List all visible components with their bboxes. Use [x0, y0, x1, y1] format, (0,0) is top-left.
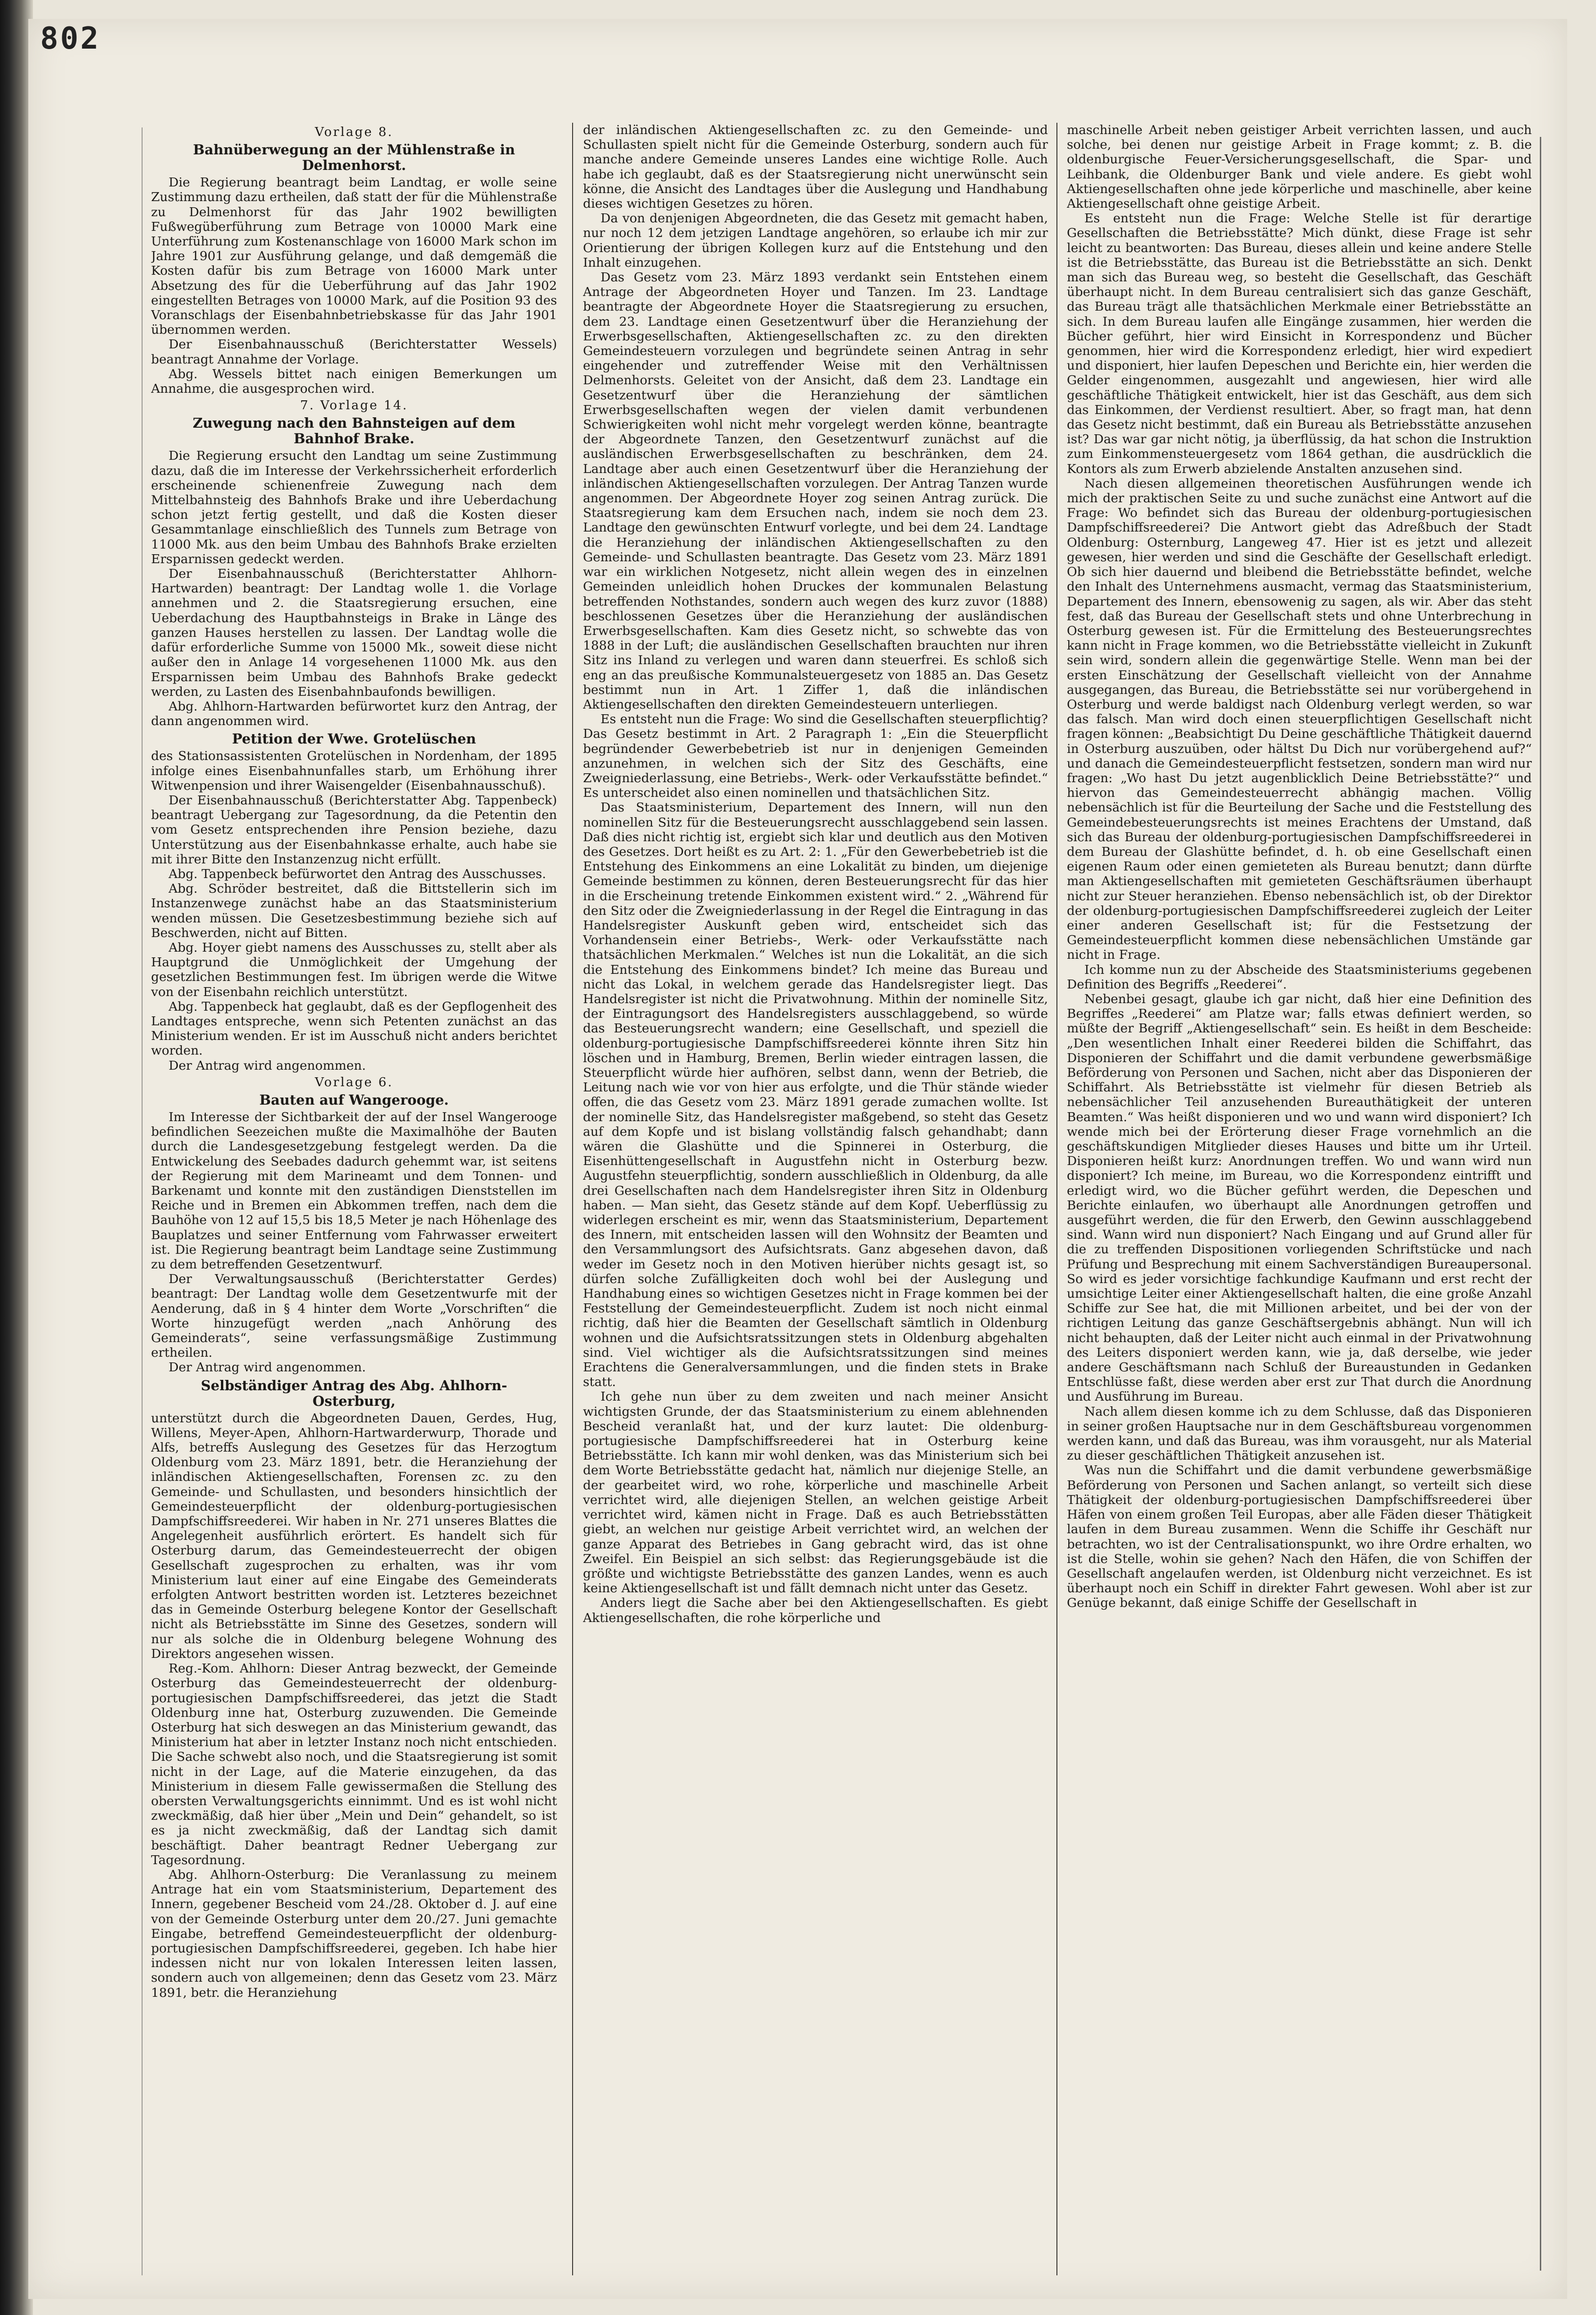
column-left: [151, 123, 557, 2290]
vorlage-label: 7. Vorlage 14.: [300, 398, 408, 413]
paragraph: Die Regierung beantragt beim Landtag, er wolle seine Zustimmung dazu ertheilen, daß statt der für die Mühlenstraße zu Delmenhorst für das Jahr 1902 bewilligten Fußwegüberführung zum Betrage von 10000 Mark eine Unterführung zum Kostenanschlage von 16000 Mark schon im Jahre 1901 zur Ausführung gelange, und daß demgemäß die Kosten dafür bis zum Betrage von 16000 Mark unter Absetzung des für die Ueberführung auf das Jahr 1902 eingestellten Betrages von 10000 Mark, auf die Position 93 des Voranschlags der Eisenbahnbetriebskasse für das Jahr 1901 übernommen werden.: [151, 175, 557, 338]
column-right: [1067, 123, 1532, 2290]
vorlage-label: Vorlage 6.: [315, 1074, 393, 1090]
section-heading: Zuwegung nach den Bahnsteigen auf dem Bahnhof Brake.: [193, 415, 515, 447]
column-divider-1: [572, 123, 573, 2275]
paragraph: Abg. Ahlhorn-Hartwarden befürwortet kurz den Antrag, der dann angenommen wird.: [151, 699, 557, 729]
paragraph: Das Gesetz vom 23. März 1893 verdankt sein Entstehen einem Antrage der Abgeordneten Hoyer und Tanzen. Im 23. Landtage beantragte der Abgeordnete Hoyer die Staatsregierung zu ersuchen, dem 23. Landtage einen Gesetzentwurf über die Heranziehung der Erwerbsgesellschaften, Aktiengesellschaften zc. zu den direkten Gemeindesteuern vorzulegen und begründete seinen Antrag in sehr eingehender und zutreffender Weise mit den Verhältnissen Delmenhorsts. Geleitet von der Ansicht, daß dem 23. Landtage ein Gesetzentwurf über die Heranziehung der sämtlichen Erwerbsgesellschaften wegen der vielen damit verbundenen Schwierigkeiten wohl nicht mehr vorgelegt werden könne, beantragte der Abgeordnete Tanzen, den Gesetzentwurf zunächst auf die ausländischen Erwerbsgesellschaften zu beschränken, dem 24. Landtage aber auch einen Gesetzentwurf über die Heranziehung der inländischen Aktiengesellschaften vorzulegen. Der Antrag Tanzen wurde angenommen. Der Abgeordnete Hoyer zog seinen Antrag zurück. Die Staatsregierung kam dem Ersuchen nach, indem sie noch dem 23. Landtage den gewünschten Entwurf vorlegte, und bei dem 24. Landtage die Heranziehung der inländischen Aktiengesellschaften zu den Gemeinde- und Schullasten beantragte. Das Gesetz vom 23. März 1891 war ein wirklichen Notgesetz, nicht allein wegen des in einzelnen Gemeinden unleidlich hohen Druckes der kommunalen Belastung betreffenden Nothstandes, sondern auch wegen des kurz zuvor (1888) beschlossenen Gesetzes über die Heranziehung der ausländischen Erwerbsgesellschaften. Kam dies Gesetz nicht, so schwebte das von 1888 in der Luft; die ausländischen Gesellschaften brauchten nur ihren Sitz ins Inland zu verlegen und waren dann steuerfrei. Es schloß sich eng an das preußische Kommunalsteuergesetz von 1885 an. Das Gesetz bestimmt nun in Art. 1 Ziffer 1, daß die inländischen Aktiengesellschaften den direkten Gemeindesteuern unterliegen.: [583, 270, 1048, 712]
paragraph: Der Eisenbahnausschuß (Berichterstatter Ahlhorn-Hartwarden) beantragt: Der Landtag wolle 1. die Vorlage annehmen und 2. die Staatsregierung ersuchen, eine Ueberdachung des Hauptbahnsteigs in Brake in Länge des ganzen Hauses herstellen zu lassen. Der Landtag wolle die dafür erforderliche Summe von 15000 Mk., soweit diese nicht außer den in Anlage 14 vorgesehenen 11000 Mk. aus den Ersparnissen beim Umbau des Bahnhofs Brake gedeckt werden, zu Lasten des Eisenbahnbaufonds bewilligen.: [151, 566, 557, 699]
vorlage-label: Vorlage 8.: [315, 125, 393, 139]
paragraph: Nach diesen allgemeinen theoretischen Ausführungen wende ich mich der praktischen Seite zu und suche zunächst eine Antwort auf die Frage: Wo befindet sich das Bureau der oldenburg-portugiesischen Dampfschiffsreederei? Die Antwort giebt das Adreßbuch der Stadt Oldenburg: Osternburg, Langeweg 47. Hier ist es jetzt und allezeit gewesen, hier werden und sind die Geschäfte der Gesellschaft erledigt. Ob sich hier dauernd und bleibend die Betriebsstätte befindet, welche den Inhalt des Unternehmens ausmacht, vermag das Staatsministerium, Departement des Innern, ebensowenig zu sagen, als wir. Aber das steht fest, daß das Bureau der Gesellschaft stets und ohne Unterbrechung in Osterburg gewesen ist. Für die Ermittelung des Besteuerungsrechtes kann nicht in Frage kommen, wo die Betriebsstätte vielleicht in Zukunft sein wird, sondern allein die gegenwärtige Stelle. Wenn man bei der ersten Einschätzung der Gesellschaft vielleicht von der Annahme ausgegangen, das Bureau, die Betriebsstätte sei nur vorübergehend in Osterburg und werde baldigst nach Oldenburg verlegt werden, so war das falsch. Man wird doch einen steuerpflichtigen Gesellschaft nicht fragen können: „Beabsichtigt Du Deine geschäftliche Thätigkeit dauernd in Osterburg auszuüben, oder hältst Du Dich nur vorübergehend auf?“ und danach die Gemeindesteuerpflicht festsetzen, sondern man wird nur fragen: „Wo hast Du jetzt augenblicklich Deine Betriebsstätte?“ und hiervon das Gemeindesteuerrecht abhängig machen. Völlig nebensächlich ist für die Beurteilung der Sache und die Feststellung des Gemeindebesteuerungsrechts ist meines Erachtens der Umstand, daß sich das Bureau der oldenburg-portugiesischen Dampfschiffsreederei in dem Bureau der Glashütte befindet, d. h. ob eine Gesellschaft einen eigenen Raum oder einen gemieteten als Bureau benutzt; dann dürfte man Aktiengesellschaften mit gemieteten Geschäftsräumen überhaupt nicht zur Steuer heranziehen. Ebenso nebensächlich ist, ob der Direktor der oldenburg-portugiesischen Dampfschiffsreederei zugleich der Leiter einer anderen Gesellschaft ist; für die Festsetzung der Gemeindesteuerpflicht kommen diese nebensächlichen Umstände gar nicht in Frage.: [1067, 476, 1532, 963]
paragraph: Nach allem diesen komme ich zu dem Schlusse, daß das Disponieren in seiner großen Hauptsache nur in dem Geschäftsbureau vorgenommen werden kann, und daß das Bureau, was ihm vorausgeht, nur als Material zu dieser geschäftlichen Thätigkeit anzusehen ist.: [1067, 1404, 1532, 1463]
paragraph: Ich gehe nun über zu dem zweiten und nach meiner Ansicht wichtigsten Grunde, der das Staatsministerium zu einem ablehnenden Bescheid veranlaßt hat, und der kurz lautet: Die oldenburg-portugiesische Dampfschiffsreederei hat in Osterburg keine Betriebsstätte. Ich kann mir wohl denken, was das Ministerium sich bei dem Worte Betriebsstätte gedacht hat, nämlich nur diejenige Stelle, an der gearbeitet wird, wo rohe, körperliche und maschinelle Arbeit verrichtet wird, alle diejenigen Stellen, an welchen geistige Arbeit verrichtet wird, kämen nicht in Frage. Daß es auch Betriebsstätten giebt, an welchen nur geistige Arbeit verrichtet wird, an welchen der ganze Apparat des Betriebes in Gang gebracht wird, das ist ohne Zweifel. Ein Beispiel an sich selbst: das Regierungsgebäude ist die größte und wichtigste Betriebsstätte des ganzen Landes, wenn es auch keine Aktiengesellschaft ist und fällt demnach nicht unter das Gesetz.: [583, 1389, 1048, 1596]
right-margin-rule: [1540, 137, 1541, 2271]
column-divider-2: [1056, 123, 1057, 2275]
paragraph: des Stationsassistenten Grotelüschen in Nordenham, der 1895 infolge eines Eisenbahnunfalles starb, um Erhöhung ihrer Witwenpension und ihrer Waisengelder (Eisenbahnausschuß).: [151, 749, 557, 793]
paragraph: Der Eisenbahnausschuß (Berichterstatter Wessels) beantragt Annahme der Vorlage.: [151, 337, 557, 367]
paragraph: Nebenbei gesagt, glaube ich gar nicht, daß hier eine Definition des Begriffes „Reederei“ am Platze war; falls etwas definiert werden, so müßte der Begriff „Aktiengesellschaft“ sein. Es heißt in dem Bescheide: „Den wesentlichen Inhalt einer Reederei bilden die Schiffahrt, das Disponieren der Schiffahrt und die damit verbundene gewerbsmäßige Beförderung von Personen und Sachen, nicht aber das Disponieren der Schiffahrt. Als Betriebsstätte ist vielmehr für diesen Betrieb als nebensächlicher Teil anzusehenden Bureauthätigkeit der unteren Beamten.“ Was heißt disponieren und wo und wann wird disponiert? Ich wende mich bei der Erörterung dieser Frage vornehmlich an die geschäftskundigen Mitglieder dieses Hauses und bitte um ihr Urteil. Disponieren heißt kurz: Anordnungen treffen. Wo und wann wird nun disponiert? Ich meine, im Bureau, wo die Korrespondenz eintrifft und erledigt wird, wo die Bücher geführt werden, die Depeschen und Berichte einlaufen, wo überhaupt alle Anordnungen getroffen und ausgeführt werden, die für den Erwerb, den Gewinn ausschlaggebend sind. Wann wird nun disponiert? Nach Eingang und auf Grund aller für die zu treffenden Dispositionen vorliegenden Schriftstücke und nach Prüfung und Besprechung mit einem Sachverständigen Bureaupersonal. So wird es jeder vorsichtige fachkundige Kaufmann und erst recht der umsichtige Leiter einer Aktiengesellschaft halten, die eine große Anzahl Schiffe zur See hat, die mit Millionen arbeitet, und bei der von der richtigen Leitung das ganze Geschäftsergebnis abhängt. Nun will ich nicht behaupten, daß der Leiter nicht auch einmal in der Privatwohnung des Leiters disponiert werden kann, wie ja, daß derselbe, wie jeder andere Geschäftsmann nach Schluß der Bureaustunden in Gedanken Entschlüsse faßt, diese werden aber erst zur That durch die Anordnung und Ausführung im Bureau.: [1067, 991, 1532, 1404]
paragraph: Das Staatsministerium, Departement des Innern, will nun den nominellen Sitz für die Besteuerungsrecht ausschlaggebend sein lassen. Daß dies nicht richtig ist, ergiebt sich klar und deutlich aus den Motiven des Gesetzes. Dort heißt es zu Art. 2: 1. „Für den Gewerbebetrieb ist die Entstehung des Einkommens an eine Lokalität zu binden, um diejenige Gemeinde bestimmen zu können, deren Besteuerungsrecht für das hier in die Erscheinung tretende Einkommen existent wird.“ 2. „Während für den Sitz oder die Zweigniederlassung in der Regel die Eintragung in das Handelsregister Auskunft geben wird, entscheidet sich das Vorhandensein einer Betriebs-, Werk- oder Verkaufsstätte nach thatsächlichen Merkmalen.“ Welches ist nun die Lokalität, an die sich die Entstehung des Einkommens bindet? Ich meine das Bureau und nicht das Lokal, in welchem gerade das Handelsregister liegt. Das Handelsregister ist nicht die Privatwohnung. Mithin der nominelle Sitz, der Eintragungsort des Handelsregisters ausschlaggebend, so würde das Besteuerungsrecht wandern; eine Gesellschaft, und speziell die oldenburg-portugiesische Dampfschiffsreederei könnte ihren Sitz hin löschen und in Hamburg, Bremen, Berlin wieder eintragen lassen, die Steuerpflicht würde hier aufhören, selbst dann, wenn der Betrieb, die Leitung nach wie vor von hier aus erfolgte, und die Thür stände wieder offen, die das Gesetz vom 23. März 1891 gerade zumachen wollte. Ist der nominelle Sitz, das Handelsregister maßgebend, so steht das Gesetz auf dem Kopfe und ist bislang vollständig falsch gehandhabt; dann wären die Glashütte und die Spinnerei in Osterburg, die Eisenhüttengesellschaft in Augustfehn nicht in Osterburg bezw. Augustfehn steuerpflichtig, sondern ausschließlich in Oldenburg, da alle drei Gesellschaften nach dem Handelsregister ihren Sitz in Oldenburg haben. — Man sieht, das Gesetz stände auf dem Kopf. Ueberflüssig zu widerlegen erscheint es mir, wenn das Staatsministerium, Departement des Innern, mit entscheiden lassen will den Wohnsitz der Beamten und den Versammlungsort des Aufsichtsrats. Ganz abgesehen davon, daß weder im Gesetz noch in den Motiven hierüber nichts gesagt ist, so dürfen solche Zufälligkeiten doch wohl bei der Auslegung und Handhabung eines so wichtigen Gesetzes nicht in Frage kommen bei der Feststellung der Gemeindesteuerpflicht. Zudem ist noch nicht einmal richtig, daß hier die Beamten der Gesellschaft sämtlich in Oldenburg wohnen und die Aufsichtsratssitzungen stets in Oldenburg abgehalten sind. Viel wichtiger als die Aufsichtsratssitzungen sind meines Erachtens die Generalversammlungen, und die finden stets in Brake statt.: [583, 800, 1048, 1390]
paragraph: Was nun die Schiffahrt und die damit verbundene gewerbsmäßige Beförderung von Personen und Sachen anlangt, so verteilt sich diese Thätigkeit der oldenburg-portugiesischen Dampfschiffsreederei über Häfen von einem großen Teil Europas, aber alle Fäden dieser Thätigkeit laufen in dem Bureau zusammen. Wenn die Schiffe ihr Geschäft nur betrachten, wo ist der Centralisationspunkt, wo ihre Ordre erhalten, wo ist die Stelle, wohin sie gehen? Nach den Häfen, die von Schiffen der Gesellschaft angelaufen werden, ist Oldenburg nicht verzeichnet. Es ist überhaupt noch ein Schiff in direkter Fahrt gewesen. Wohl aber ist zur Genüge bekannt, daß einige Schiffe der Gesellschaft in: [1067, 1463, 1532, 1611]
section-heading: Petition der Wwe. Grotelüschen: [232, 731, 476, 747]
paragraph: Der Antrag wird angenommen.: [169, 1360, 366, 1375]
paragraph: Der Eisenbahnausschuß (Berichterstatter Abg. Tappenbeck) beantragt Uebergang zur Tagesordnung, da die Petentin den vom Gesetz entsprechenden ihre Pension beziehe, dazu Unterstützung aus der Eisenbahnkasse erhalte, auch habe sie mit ihrer Bitte den Instanzenzug nicht erfüllt.: [151, 793, 557, 867]
paragraph: unterstützt durch die Abgeordneten Dauen, Gerdes, Hug, Willens, Meyer-Apen, Ahlhorn-Hartwarderwurp, Thorade und Alfs, betreffs Auslegung des Gesetzes für das Herzogtum Oldenburg vom 23. März 1891, betr. die Heranziehung der inländischen Aktiengesellschaften, Forensen zc. zu den Gemeinde- und Schullasten, und besonders hinsichtlich der Gemeindesteuerpflicht der oldenburg-portugiesischen Dampfschiffsreederei. Wir haben in Nr. 271 unseres Blattes die Angelegenheit ausführlich erörtert. Es handelt sich für Osterburg darum, das Gemeindesteuerrecht der obigen Gesellschaft zugesprochen zu erhalten, was ihr vom Ministerium laut einer auf eine Eingabe des Gemeinderats erfolgten Antwort bestritten worden ist. Letzteres bezeichnet das in Gemeinde Osterburg belegene Kontor der Gesellschaft nicht als Betriebsstätte im Sinne des Gesetzes, sondern will nur als solche die in Oldenburg belegene Wohnung des Direktors angesehen wissen.: [151, 1411, 557, 1661]
page-number: 802: [40, 21, 101, 56]
paragraph: Abg. Schröder bestreitet, daß die Bittstellerin sich im Instanzenwege zunächst habe an das Staatsministerium wenden müssen. Die Gesetzesbestimmung beziehe sich auf Beschwerden, nicht auf Bitten.: [151, 881, 557, 940]
paragraph: Abg. Wessels bittet nach einigen Bemerkungen um Annahme, die ausgesprochen wird.: [151, 366, 557, 397]
paragraph: Reg.-Kom. Ahlhorn: Dieser Antrag bezweckt, der Gemeinde Osterburg das Gemeindesteuerrecht der oldenburg-portugiesischen Dampfschiffsreederei, das jetzt die Stadt Oldenburg inne hat, Osterburg zuzuwenden. Die Gemeinde Osterburg hat sich deswegen an das Ministerium gewandt, das Ministerium hat aber in letzter Instanz noch nicht entschieden. Die Sache schwebt also noch, und die Staatsregierung ist somit nicht in der Lage, auf die Materie einzugehen, da das Ministerium in diesem Falle gewissermaßen die Stellung des obersten Verwaltungsgerichts einnimmt. Und es ist wohl nicht zweckmäßig, daß hier über „Mein und Dein“ gehandelt, so ist es ja nicht zweckmäßig, daß der Landtag sich damit beschäftigt. Daher beantragt Redner Uebergang zur Tagesordnung.: [151, 1661, 557, 1867]
left-margin-rule: [142, 127, 143, 2275]
paragraph: Der Antrag wird angenommen.: [169, 1058, 366, 1073]
paragraph: Es entsteht nun die Frage: Welche Stelle ist für derartige Gesellschaften die Betriebsstätte? Mich dünkt, diese Frage ist sehr leicht zu beantworten: Das Bureau, dieses allein und keine andere Stelle ist die Betriebsstätte, das Bureau ist die Betriebsstätte an sich. Denkt man sich das Bureau weg, so besteht die Gesellschaft, das Geschäft überhaupt nicht. In dem Bureau centralisiert sich das ganze Geschäft, das Bureau trägt alle thatsächlichen Merkmale einer Betriebsstätte an sich. In dem Bureau laufen alle Eingänge zusammen, hier werden die Bücher geführt, hier wird Einsicht in Korrespondenz und Bücher genommen, hier wird die Korrespondenz erledigt, hier wird expediert und disponiert, hier laufen Depeschen und Berichte ein, hier werden die Gelder eingenommen, ausgezahlt und angewiesen, hier wird alle geschäftliche Thätigkeit entwickelt, hier ist das Geschäft, aus dem sich das Einkommen, der Verdienst resultiert. Aber, so fragt man, hat denn das Gesetz nicht bestimmt, daß ein Bureau als Betriebsstätte anzusehen ist? Das war gar nicht nötig, ja überflüssig, da hat schon die Instruktion zum Einkommensteuergesetz vom 1864 gethan, die ausdrücklich die Kontors als zum Erwerb abzielende Anstalten anzusehen sind.: [1067, 211, 1532, 476]
section-heading: Bauten auf Wangerooge.: [259, 1091, 449, 1108]
paragraph: Abg. Ahlhorn-Osterburg: Die Veranlassung zu meinem Antrage hat ein vom Staatsministerium, Departement des Innern, gegebener Bescheid vom 24./28. Oktober d. J. auf eine von der Gemeinde Osterburg unter dem 20./27. Juni gemachte Eingabe, betreffend Gemeindesteuerpflicht der oldenburg-portugiesischen Dampfschiffsreederei, gegeben. Ich habe hier indessen nicht nur von lokalen Interessen leiten lassen, sondern auch von allgemeinen; denn das Gesetz vom 23. März 1891, betr. die Heranziehung: [151, 1867, 557, 2000]
section-heading: Selbständiger Antrag des Abg. Ahlhorn-Osterburg,: [201, 1377, 507, 1409]
paragraph: Abg. Tappenbeck befürwortet den Antrag des Ausschusses.: [169, 866, 546, 881]
paragraph: Abg. Tappenbeck hat geglaubt, daß es der Gepflogenheit des Landtages entspreche, wenn sich Petenten zunächst an das Ministerium wenden. Er ist im Ausschuß nicht anders berichtet worden.: [151, 999, 557, 1058]
paragraph: der inländischen Aktiengesellschaften zc. zu den Gemeinde- und Schullasten spielt nicht für die Gemeinde Osterburg, sondern auch für manche andere Gemeinde unseres Landes eine wichtige Rolle. Auch habe ich geglaubt, daß es der Staatsregierung nicht unerwünscht sein könne, die Ansicht des Landtages über die Auslegung und Handhabung dieses wichtigen Gesetzes zu hören.: [583, 123, 1048, 211]
section-heading: Bahnüberwegung an der Mühlenstraße in Delmenhorst.: [193, 142, 515, 174]
paragraph: Da von denjenigen Abgeordneten, die das Gesetz mit gemacht haben, nur noch 12 dem jetzigen Landtage angehören, so erlaube ich mir zur Orientierung der übrigen Kollegen kurz auf die Entstehung und den Inhalt einzugehen.: [583, 211, 1048, 270]
paragraph: Im Interesse der Sichtbarkeit der auf der Insel Wangerooge befindlichen Seezeichen mußte die Maximalhöhe der Bauten durch die Landesgesetzgebung festgelegt werden. Da die Entwickelung des Seebades dadurch gehemmt war, ist seitens der Regierung mit dem Marineamt und dem Tonnen- und Barkenamt und konnte mit den zuständigen Dienststellen im Reiche und in Bremen ein Abkommen treffen, nach dem die Bauhöhe von 12 auf 15,5 bis 18,5 Meter je nach Höhenlage des Bauplatzes und seiner Entfernung vom Fahrwasser erweitert ist. Die Regierung beantragt beim Landtage seine Zustimmung zu dem betreffenden Gesetzentwurf.: [151, 1109, 557, 1272]
paragraph: Ich komme nun zu der Abscheide des Staatsministeriums gegebenen Definition des Begriffs „Reederei“.: [1067, 962, 1532, 992]
paragraph: Anders liegt die Sache aber bei den Aktiengesellschaften. Es giebt Aktiengesellschaften, die rohe körperliche und: [583, 1596, 1048, 1625]
paragraph: Abg. Hoyer giebt namens des Ausschusses zu, stellt aber als Hauptgrund die Unmöglichkeit der Umgehung der gesetzlichen Bestimmungen fest. Im übrigen werde die Witwe von der Eisenbahn reichlich unterstützt.: [151, 940, 557, 999]
paragraph: maschinelle Arbeit neben geistiger Arbeit verrichten lassen, und auch solche, bei denen nur geistige Arbeit in Frage kommt; z. B. die oldenburgische Feuer-Versicherungsgesellschaft, die Spar- und Leihbank, die Oldenburger Bank und viele andere. Es giebt wohl Aktiengesellschaften ohne jede körperliche und maschinelle, aber keine Aktiengesellschaft ohne geistige Arbeit.: [1067, 123, 1532, 211]
paragraph: Der Verwaltungsausschuß (Berichterstatter Gerdes) beantragt: Der Landtag wolle dem Gesetzentwurfe mit der Aenderung, daß in § 4 hinter dem Worte „Vorschriften“ die Worte hinzugefügt werden „nach Anhörung des Gemeinderats“, seine verfassungsmäßige Zustimmung ertheilen.: [151, 1272, 557, 1360]
paragraph: Es entsteht nun die Frage: Wo sind die Gesellschaften steuerpflichtig? Das Gesetz bestimmt in Art. 2 Paragraph 1: „Ein die Steuerpflicht begründender Gewerbebetrieb ist nur in denjenigen Gemeinden anzunehmen, in welchen sich der Sitz des Geschäfts, eine Zweigniederlassung, eine Betriebs-, Werk- oder Verkaufsstätte befindet.“ Es unterscheidet also einen nominellen und thatsächlichen Sitz.: [583, 712, 1048, 801]
column-middle: [583, 123, 1048, 2290]
paragraph: Die Regierung ersucht den Landtag um seine Zustimmung dazu, daß die im Interesse der Verkehrssicherheit erforderlich erscheinende schienenfreie Zuwegung nach dem Mittelbahnsteig des Bahnhofs Brake und ihre Ueberdachung schon jetzt fertig gestellt, und daß die Kosten dieser Gesammtanlage einschließlich des Tunnels zum Betrage von 11000 Mk. aus den beim Umbau des Bahnhofs Brake erzielten Ersparnissen gedeckt werden.: [151, 448, 557, 566]
